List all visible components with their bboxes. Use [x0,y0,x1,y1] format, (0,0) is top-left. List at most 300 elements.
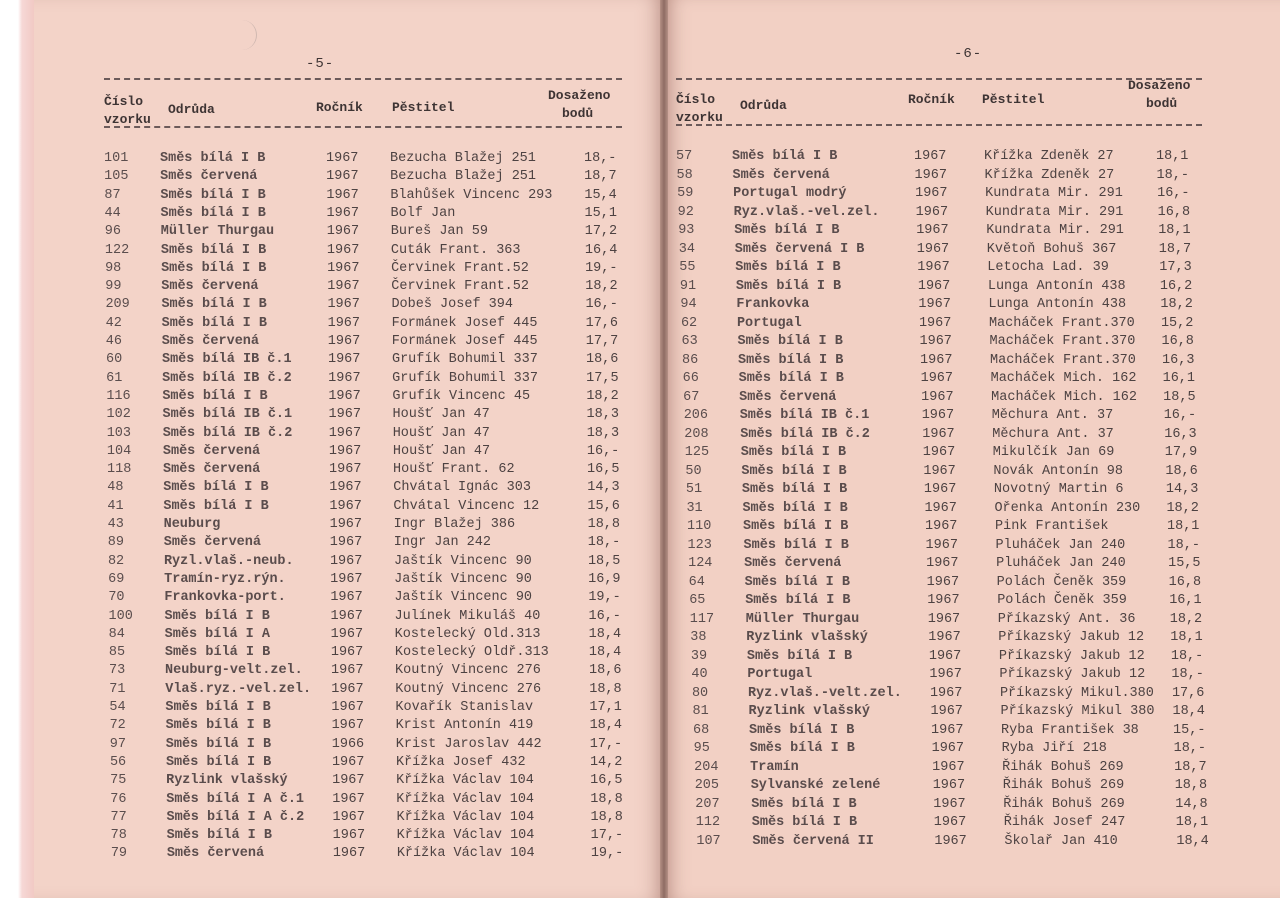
grower-name: Jaštík Vincenc 90 [394,571,532,587]
vintage-year: 1967 [929,685,963,701]
table-row [108,571,668,589]
variety-name: Směs červená [166,846,265,862]
grower-name: Krist Jaroslav 442 [395,736,542,752]
variety-name: Směs červená II [752,833,874,849]
grower-name: Formánek Josef 445 [391,315,538,331]
grower-name: Příkazský Mikul.380 [999,685,1154,701]
points-score: 15,6 [587,498,620,514]
vintage-year: 1967 [326,205,359,221]
grower-name: Červinek Frant.52 [391,260,529,276]
grower-name: Řihák Bohuš 269 [1003,796,1125,812]
vintage-year: 1967 [933,815,967,830]
vintage-year: 1967 [332,846,366,862]
variety-name: Směs bílá I B [160,205,266,221]
grower-name: Cuták Frant. 363 [390,242,521,258]
vintage-year: 1967 [924,500,957,516]
vintage-year: 1967 [918,297,951,312]
grower-name: Kundrata Mir. 291 [985,186,1123,201]
header-dosazeno-line1: Dosaženo [548,88,611,103]
table-row [695,796,1255,814]
grower-name: Mikulčík Jan 69 [992,445,1115,460]
points-score: 17,6 [1171,685,1205,701]
sample-number: 50 [685,463,702,479]
sample-number: 42 [105,315,122,331]
grower-name: Houšť Jan 47 [392,425,490,441]
variety-name: Směs bílá I B [735,278,842,294]
sample-number: 67 [683,389,700,405]
vintage-year: 1967 [329,462,362,478]
table-row [686,500,1246,518]
sample-number: 58 [676,167,693,183]
points-score: 18,4 [589,718,622,734]
grower-name: Macháček Mich. 162 [991,389,1137,405]
header-rule-top [676,78,1202,80]
sample-number: 41 [107,498,124,514]
table-row [680,296,1240,314]
points-score: 18,6 [589,663,622,679]
variety-name: Ryz.vlaš.-vel.zel. [733,204,880,220]
table-row [683,389,1243,407]
sample-number: 103 [106,425,131,441]
variety-name: Směs bílá I B [161,315,267,331]
points-score: 18,3 [586,407,619,423]
table-row [685,444,1245,462]
vintage-year: 1967 [934,833,967,849]
points-score: 16,- [586,443,620,459]
variety-name: Směs bílá I B [741,482,848,497]
variety-name: Směs bílá I B [738,371,844,386]
variety-name: Směs červená [161,334,260,349]
points-score: 16,5 [587,462,620,478]
vintage-year: 1967 [328,407,361,423]
grower-name: Pink František [995,519,1109,534]
variety-name: Směs bílá I B [737,334,843,349]
points-score: 18,5 [1163,389,1196,405]
variety-name: Portugal [747,667,813,682]
vintage-year: 1967 [932,759,965,775]
variety-name: Směs bílá I B [749,741,855,756]
grower-name: Květoň Bohuš 367 [986,241,1117,257]
sample-number: 57 [676,149,693,164]
table-row [681,315,1241,333]
variety-name: Směs bílá IB č.1 [161,352,292,368]
grower-name: Ingr Blažej 386 [393,517,516,532]
table-row [689,574,1249,592]
vintage-year: 1967 [932,778,966,793]
vintage-year: 1967 [931,741,964,756]
points-score: 16,3 [1162,352,1195,368]
grower-name: Křížka Václav 104 [396,791,535,807]
table-row [107,461,667,479]
sample-number: 97 [109,736,126,752]
sample-number: 62 [680,315,698,331]
points-score: 17,- [589,736,623,752]
grower-name: Řihák Bohuš 269 [1002,778,1125,793]
vintage-year: 1967 [332,828,366,844]
variety-name: Směs červená [160,169,258,185]
grower-name: Bezucha Blažej 251 [390,151,536,166]
table-row [691,666,1251,684]
points-score: 18,4 [1176,833,1209,849]
table-row [690,629,1250,647]
vintage-year: 1967 [330,571,363,587]
points-score: 18,- [1171,667,1204,682]
grower-name: Příkazský Mikul 380 [1000,704,1155,719]
points-score: 16,2 [1159,278,1193,294]
grower-name: Polách Čeněk 359 [996,574,1127,590]
table-row [689,592,1249,610]
variety-name: Směs bílá IB č.1 [739,408,870,423]
table-row [106,351,666,369]
sample-number: 31 [686,500,703,516]
points-score: 18,- [587,535,621,551]
vintage-year: 1967 [329,498,362,514]
points-score: 18,5 [587,553,621,569]
table-row [106,388,666,406]
variety-name: Směs červená I B [734,241,865,257]
table-row [685,463,1245,481]
grower-name: Jaštík Vincenc 90 [393,553,532,569]
points-score: 16,1 [1169,593,1202,608]
points-score: 15,4 [584,187,617,203]
grower-name: Kundrata Mir. 291 [985,204,1124,220]
table-row [679,259,1239,277]
grower-name: Bolf Jan [390,205,456,221]
sample-number: 93 [678,223,695,238]
table-row [691,648,1251,666]
grower-name: Lunga Antonín 438 [987,278,1126,294]
table-row [693,722,1253,740]
table-row [678,222,1238,240]
table-row [105,278,665,296]
sample-number: 64 [688,574,705,590]
sample-number: 99 [105,279,122,295]
pencil-mark [234,20,257,50]
grower-name: Letocha Lad. 39 [987,260,1109,275]
vintage-year: 1967 [331,663,364,679]
sample-number: 54 [109,700,126,715]
sample-number: 51 [685,482,703,497]
vintage-year: 1967 [326,169,359,185]
variety-name: Neuburg-velt.zel. [165,663,303,679]
points-score: 18,4 [588,626,622,642]
sample-number: 70 [108,590,125,606]
variety-name: Tramín [750,759,799,775]
table-row [692,685,1252,703]
vintage-year: 1967 [332,791,365,807]
vintage-year: 1967 [922,426,955,442]
vintage-year: 1967 [919,334,952,349]
sample-number: 87 [104,187,121,203]
header-cislo-line2: vzorku [104,112,151,127]
header-cislo-line1: Číslo [676,92,716,107]
points-score: 16,3 [1164,426,1197,442]
variety-name: Směs bílá I B [161,260,267,276]
vintage-year: 1967 [329,553,363,569]
header-dosazeno-line1: Dosaženo [1128,78,1191,93]
points-score: 18,3 [586,425,620,441]
points-score: 14,3 [587,480,620,496]
sample-number: 207 [695,796,720,812]
table-row [111,845,671,863]
header-rule-bottom [676,124,1202,126]
vintage-year: 1967 [922,445,956,460]
vintage-year: 1967 [925,519,958,534]
table-row [686,481,1246,499]
table-row [106,370,666,388]
grower-name: Grufík Vincenc 45 [392,388,531,404]
vintage-year: 1967 [917,260,950,275]
variety-name: Směs bílá I B [735,260,841,275]
sample-number: 204 [694,759,719,775]
points-score: 18,- [1167,537,1200,553]
variety-name: Směs bílá I B [163,480,269,496]
sample-number: 48 [107,480,124,496]
sample-number: 95 [693,741,710,756]
grower-name: Novák Antonín 98 [993,463,1123,479]
header-cislo-line1: Číslo [104,94,144,109]
variety-name: Směs bílá I B [746,648,853,664]
points-score: 18,2 [585,279,618,295]
sample-number: 55 [679,260,696,275]
points-score: 17,5 [586,370,619,386]
table-row [690,611,1250,629]
points-score: 17,6 [585,315,619,331]
points-score: 18,- [1170,648,1204,664]
variety-name: Směs bílá IB č.2 [740,426,870,442]
grower-name: Příkazský Jakub 12 [998,648,1145,664]
table-row [106,315,666,333]
table-row [109,644,669,662]
vintage-year: 1967 [328,388,361,404]
grower-name: Dobeš Josef 394 [391,297,513,313]
vintage-year: 1967 [327,334,361,349]
points-score: 16,- [588,608,621,624]
variety-name: Směs červená [163,535,261,551]
grower-name: Křížka Václav 104 [396,846,535,862]
sample-number: 69 [108,571,125,587]
vintage-year: 1967 [921,408,955,423]
grower-name: Křížka Václav 104 [396,773,534,789]
vintage-year: 1967 [915,186,948,201]
points-score: 17,- [590,828,624,844]
variety-name: Směs bílá I B [162,388,268,404]
table-row [105,242,665,260]
sample-number: 118 [107,462,132,478]
book-spine [660,0,668,898]
header-rocnik: Ročník [316,100,363,115]
grower-name: Řihák Josef 247 [1003,815,1126,830]
vintage-year: 1967 [920,352,953,368]
variety-name: Směs bílá I B [165,718,271,734]
header-cislo-line2: vzorku [676,110,723,125]
grower-name: Řihák Bohuš 269 [1002,759,1124,775]
grower-name: Měchura Ant. 37 [991,408,1114,423]
grower-name: Příkazský Jakub 12 [999,667,1146,682]
table-row [679,241,1239,259]
grower-name: Bureš Jan 59 [390,224,488,240]
vintage-year: 1967 [915,204,949,220]
vintage-year: 1967 [327,297,360,313]
variety-name: Směs bílá I B [165,736,272,752]
vintage-year: 1967 [329,535,363,551]
table-row [683,370,1243,388]
sample-number: 81 [692,704,709,719]
table-row [688,555,1248,573]
vintage-year: 1967 [930,704,963,719]
grower-name: Macháček Frant.370 [989,334,1136,349]
table-row [104,187,664,205]
table-row [110,772,670,790]
table-row [684,426,1244,444]
header-rule-top [104,78,622,80]
points-score: 18,1 [1175,815,1209,830]
vintage-year: 1967 [925,537,958,553]
header-odruda: Odrůda [168,102,215,117]
table-row [108,516,668,534]
variety-name: Směs bílá I A č.2 [166,809,305,825]
vintage-year: 1967 [331,700,364,715]
table-row [680,278,1240,296]
grower-name: Křížka Václav 104 [396,828,535,844]
vintage-year: 1967 [329,517,362,532]
sample-number: 91 [679,278,697,294]
sample-number: 205 [694,778,719,793]
vintage-year: 1967 [328,443,362,459]
page-number-right: -6- [954,46,983,62]
table-row [678,204,1238,222]
vintage-year: 1967 [327,260,360,276]
sample-number: 107 [696,833,721,849]
sample-number: 98 [105,260,122,276]
vintage-year: 1967 [916,241,950,257]
header-rocnik: Ročník [908,92,955,107]
vintage-year: 1967 [330,590,363,606]
points-score: 17,2 [584,224,618,240]
points-score: 19,- [585,260,618,276]
table-row [694,740,1254,758]
table-row [108,589,668,607]
points-score: 18,8 [590,791,623,807]
points-score: 16,8 [1161,334,1194,349]
vintage-year: 1967 [921,389,954,405]
points-score: 19,- [590,846,624,862]
vintage-year: 1967 [923,482,957,497]
points-score: 17,1 [589,700,622,715]
points-score: 18,- [1173,741,1206,756]
points-score: 17,3 [1159,260,1192,275]
vintage-year: 1967 [332,809,365,825]
header-pestitel: Pěstitel [982,92,1045,107]
points-score: 18,2 [1169,611,1203,627]
points-score: 16,- [585,297,618,313]
sample-number: 82 [107,553,125,569]
points-score: 18,4 [588,645,622,661]
variety-name: Směs bílá I B [738,352,844,368]
points-score: 15,2 [1160,315,1194,331]
variety-name: Müller Thurgau [160,224,275,240]
grower-name: Chvátal Vincenc 12 [393,498,540,514]
points-score: 18,8 [589,681,622,697]
sample-number: 75 [110,773,127,789]
grower-name: Koutný Vincenc 276 [395,663,541,679]
sample-number: 60 [105,352,123,368]
points-score: 18,6 [585,352,619,368]
table-row [105,205,665,223]
sample-number: 38 [690,630,707,645]
points-score: 18,6 [1165,463,1198,479]
grower-name: Grufík Bohumil 337 [391,352,538,368]
vintage-year: 1967 [929,667,962,682]
variety-name: Směs bílá I B [749,722,855,738]
variety-name: Tramín-ryz.rýn. [164,571,286,587]
grower-name: Macháček Mich. 162 [990,371,1137,386]
sample-number: 101 [104,151,129,166]
grower-name: Novotný Martin 6 [993,482,1124,497]
points-score: 18,- [584,151,617,166]
vintage-year: 1967 [326,224,360,240]
variety-name: Ryzlink vlašský [746,630,868,645]
points-score: 18,7 [1174,759,1207,775]
grower-name: Ryba Jiří 218 [1001,741,1107,756]
sample-number: 72 [109,718,126,734]
variety-name: Vlaš.ryz.-vel.zel. [165,681,312,697]
variety-name: Směs bílá I B [744,574,850,590]
grower-name: Julínek Mikuláš 40 [394,608,541,624]
variety-name: Směs bílá I B [163,498,269,514]
sample-number: 80 [691,685,709,701]
table-row [682,352,1242,370]
vintage-year: 1967 [931,722,964,738]
variety-name: Sylvanské zelené [750,778,881,793]
sample-number: 104 [106,443,132,459]
variety-name: Portugal modrý [733,186,847,201]
points-score: 16,4 [584,242,618,258]
vintage-year: 1967 [330,626,364,642]
vintage-year: 1967 [330,645,364,661]
variety-name: Směs bílá I B [743,519,849,534]
table-row [108,534,668,552]
grower-name: Houšť Jan 47 [392,407,490,423]
grower-name: Kostelecký Oldř.313 [394,645,549,661]
variety-name: Směs bílá I B [734,223,840,238]
variety-name: Frankovka [736,297,810,312]
right-page [664,0,1280,898]
variety-name: Směs červená [739,389,837,405]
variety-name: Směs bílá I A [164,626,270,642]
table-row [110,809,670,827]
sample-number: 44 [104,205,121,221]
variety-name: Směs bílá I B [161,297,267,313]
table-row [107,425,667,443]
sample-number: 77 [110,809,127,825]
grower-name: Kundrata Mir. 291 [986,223,1124,238]
table-row [695,777,1255,795]
table-row [696,814,1256,832]
variety-name: Směs červená [744,556,842,571]
variety-name: Portugal [736,315,802,331]
table-row [694,759,1254,777]
sample-number: 102 [106,407,131,423]
variety-name: Směs bílá I B [166,828,272,844]
variety-name: Směs bílá I B [742,500,848,516]
variety-name: Směs červená [163,462,261,478]
vintage-year: 1967 [920,371,953,386]
vintage-year: 1967 [331,754,365,770]
table-row [110,754,670,772]
header-odruda: Odrůda [740,98,787,113]
variety-name: Směs bílá I B [164,608,270,624]
